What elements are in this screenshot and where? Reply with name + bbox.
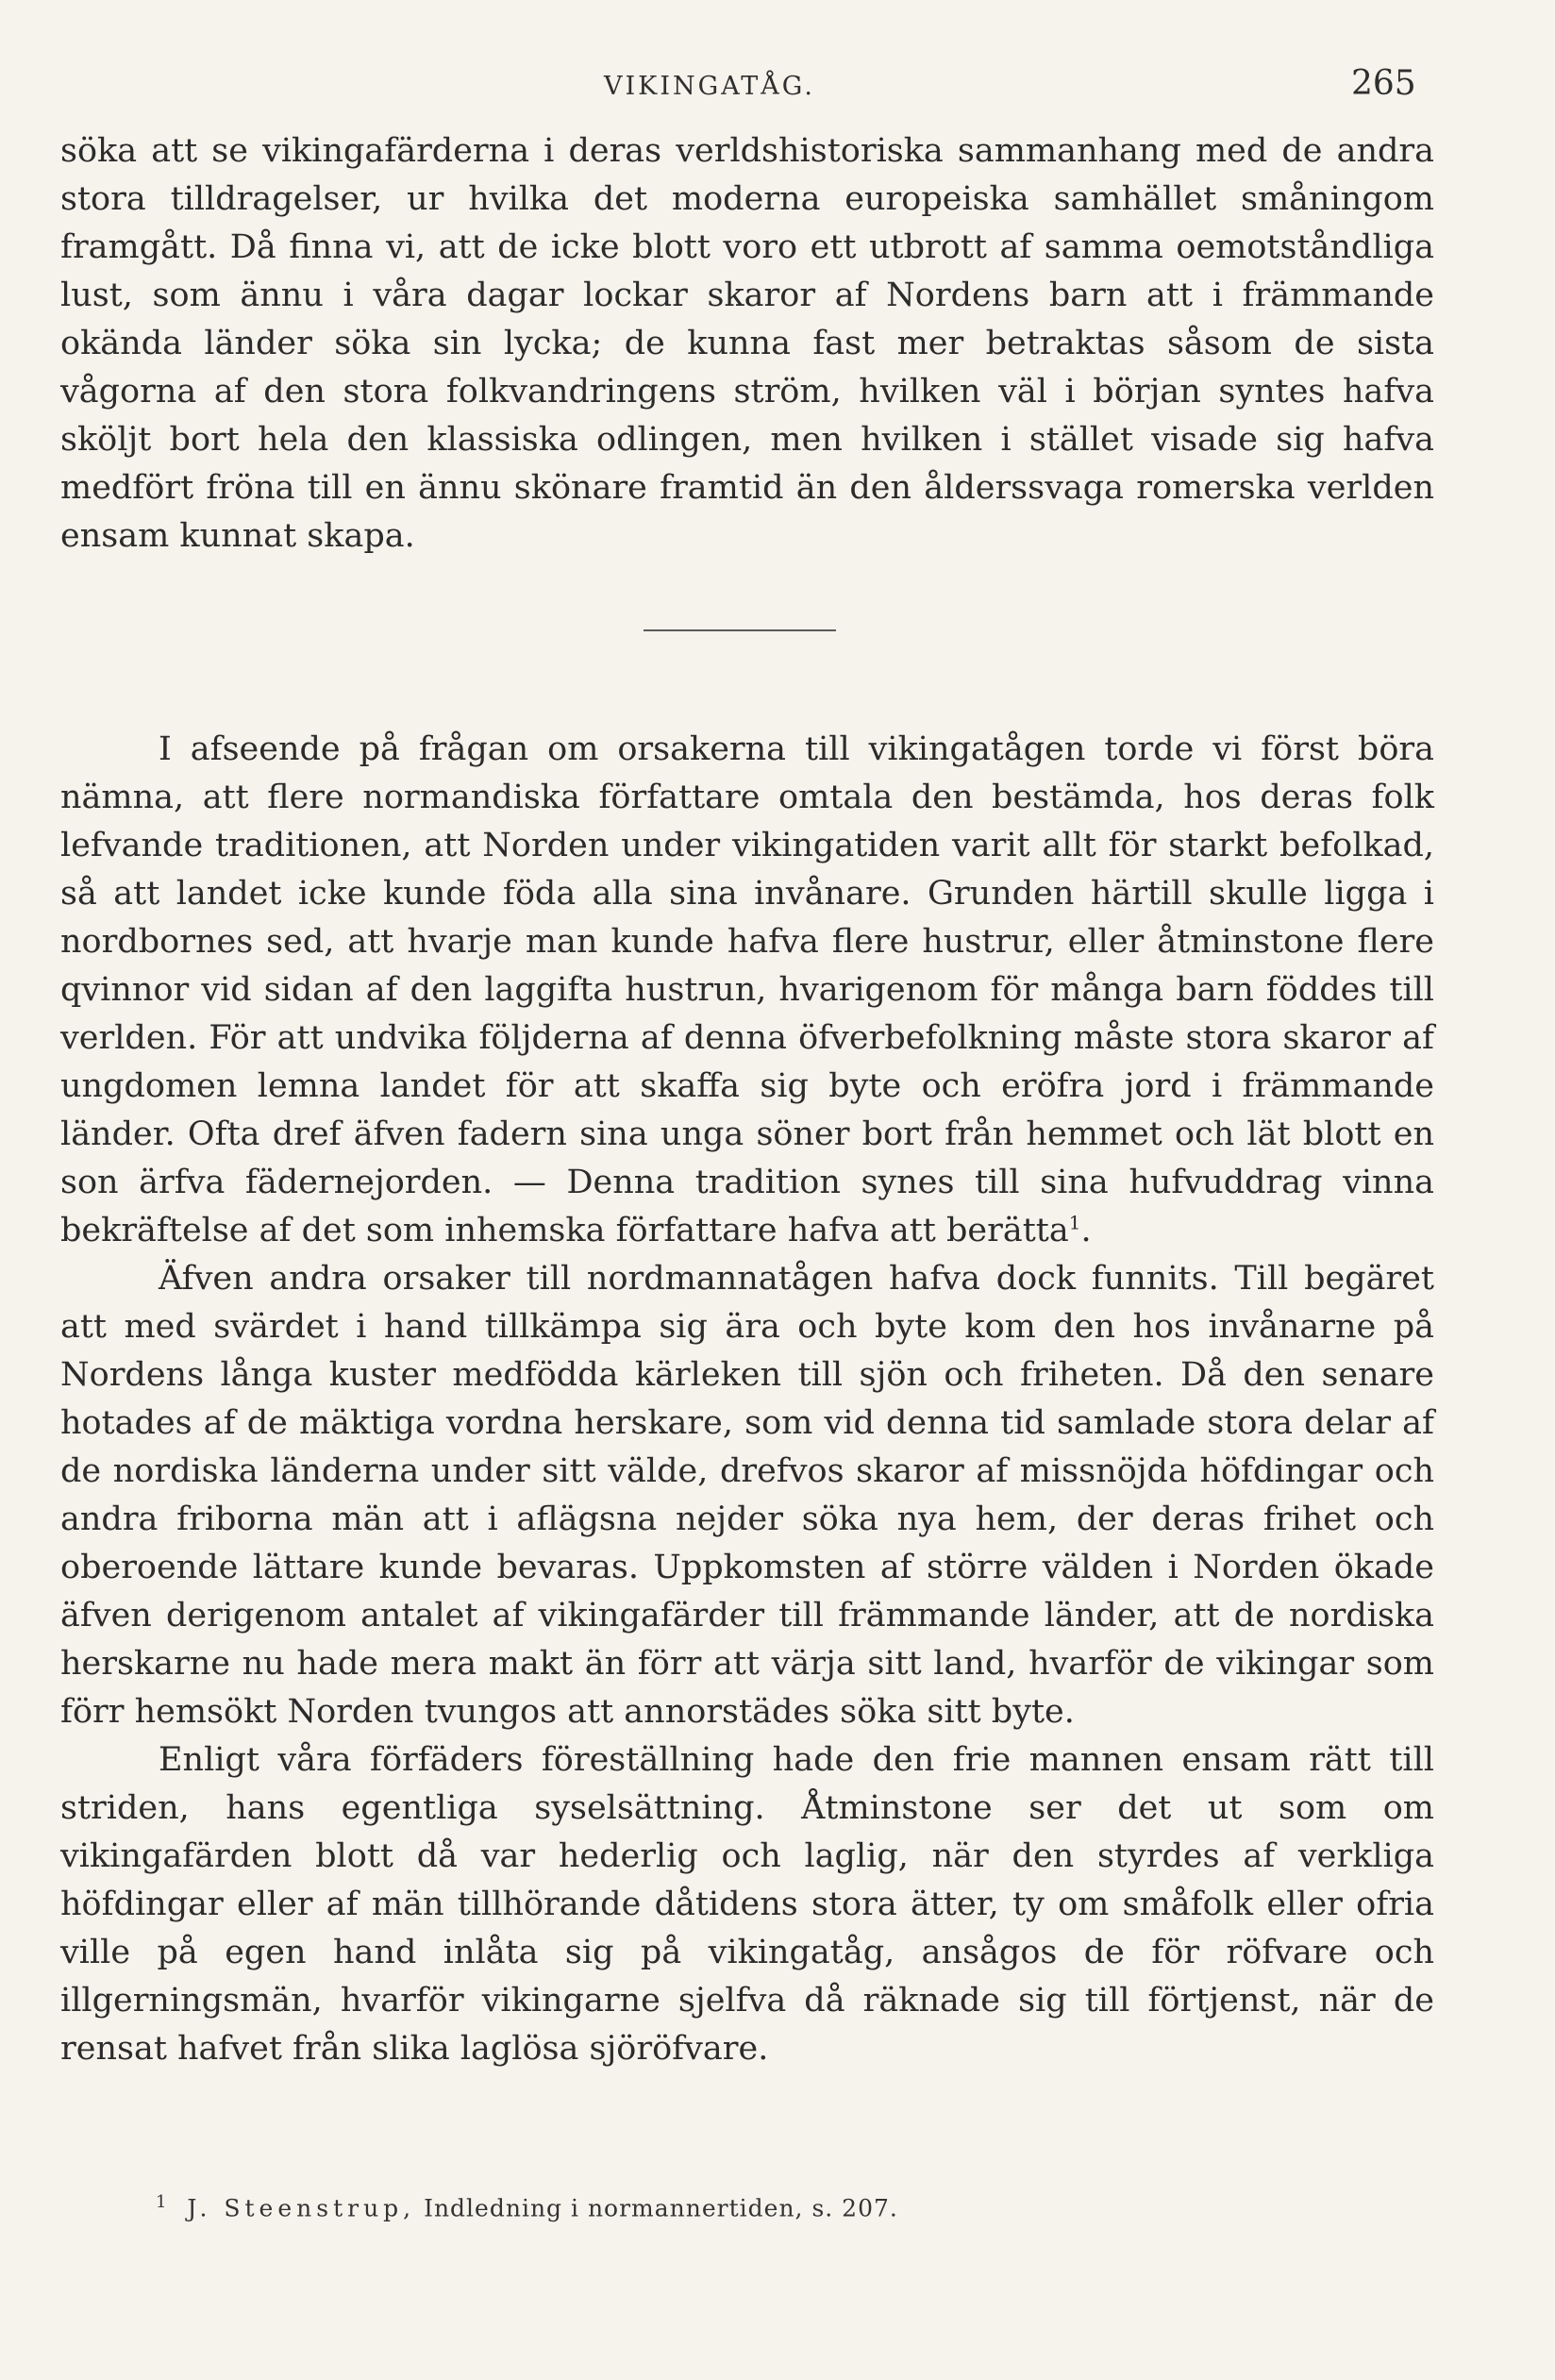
footnote-work: Indledning i normannertiden, s. 207. xyxy=(424,2194,898,2222)
footnote xyxy=(156,2192,898,2221)
text-block-continuation xyxy=(60,127,1434,561)
footnote-author: J. Steenstrup, xyxy=(187,2194,416,2222)
paragraph-free-men: Enligt våra förfäders föreställning hade den frie mannen ensam rätt till striden, hans egentliga syselsättning. Åtminstone ser det ut som om vikingafärden blott då var hederlig och laglig, när den styrdes af verkliga höfdingar eller af män tillhörande dåtidens stora ätter, ty om småfolk eller ofria ville på egen hand inlåta sig på vikingatåg, ansågos de för röfvare och illgerningsmän, hvarför vikingarne sjelfva då räknade sig till förtjenst, när de rensat hafvet från slika laglösa sjöröfvare. xyxy=(60,1741,1434,2068)
paragraph-causes: I afseende på frågan om orsakerna till vikingatågen torde vi först böra nämna, att flere normandiska författare omtala den bestämda, hos deras folk lefvande traditionen, att Norden under vikingatiden varit allt för starkt befolkad, så att landet icke kunde föda alla sina invånare. Grunden härtill skulle ligga i nordbornes sed, att hvarje man kunde hafva flere hustrur, eller åtminstone flere qvinnor vid sidan af den laggifta hustrun, hvarigenom för många barn föddes till verlden. För att undvika följderna af denna öfverbefolkning måste stora skaror af ungdomen lemna landet för att skaffa sig byte och eröfra jord i främmande länder. Ofta dref äfven fadern sina unga söner bort från hemmet och lät blott en son ärfva fädernejorden. — Denna tradition synes till sina hufvuddrag vinna bekräftelse af det som inhemska författare hafva att berätta$^1$. xyxy=(60,730,1434,1249)
text-block-main xyxy=(60,726,1434,2073)
footnote-reference[interactable]: 1 xyxy=(1068,1211,1081,1234)
section-divider xyxy=(644,629,836,631)
paragraph-continuation: söka att se vikingafärderna i deras verldshistoriska sammanhang med de andra stora tilldragelser, ur hvilka det moderna europeiska samhället småningom framgått. Då finna vi, att de icke blott voro ett utbrott af samma oemotståndliga lust, som ännu i våra dagar lockar skaror af Nordens barn att i främmande okända länder söka sin lycka; de kunna fast mer betraktas såsom de sista vågorna af den stora folkvandringens ström, hvilken väl i början syntes hafva sköljt bort hela den klassiska odlingen, men hvilken i stället visade sig hafva medfört fröna till en ännu skönare framtid än den ålderssvaga romerska verlden ensam kunnat skapa. xyxy=(60,132,1434,555)
page-number: 265 xyxy=(1351,64,1416,103)
footnote-mark: 1 xyxy=(156,2192,168,2212)
paragraph-causes-text: I afseende på frågan om orsakerna till vikingatågen torde vi först böra nämna, att flere normandiska författare omtala den bestämda, hos deras folk lefvande traditionen, att Norden under vikingatiden varit allt för starkt befolkad, så att landet icke kunde föda alla sina invånare. Grunden härtill skulle ligga i nordbornes sed, att hvarje man kunde hafva flere hustrur, eller åtminstone flere qvinnor vid sidan af den laggifta hustrun, hvarigenom för många barn föddes till verlden. För att undvika följderna af denna öfverbefolkning måste stora skaror af ungdomen lemna landet för att skaffa sig byte och eröfra jord i främmande länder. Ofta dref äfven fadern sina unga söner bort från hemmet och lät blott en son ärfva fädernejorden. — Denna tradition synes till sina hufvuddrag vinna bekräftelse af det som inhemska författare hafva att berätta xyxy=(60,730,1434,1249)
running-title: VIKINGATÅG. xyxy=(604,72,815,101)
paragraph-other-causes: Äfven andra orsaker till nordmannatågen hafva dock funnits. Till begäret att med svärdet i hand tillkämpa sig ära och byte kom den hos invånarne på Nordens långa kuster medfödda kärleken till sjön och friheten. Då den senare hotades af de mäktiga vordna herskare, som vid denna tid samlade stora delar af de nordiska länderna under sitt välde, drefvos skaror af missnöjda höfdingar och andra friborna män att i aflägsna nejder söka nya hem, der deras frihet och oberoende lättare kunde bevaras. Uppkomsten af större välden i Norden ökade äfven derigenom antalet af vikingafärder till främmande länder, att de nordiska herskarne nu hade mera makt än förr att värja sitt land, hvarför de vikingar som förr hemsökt Norden tvungos att annorstädes söka sitt byte. xyxy=(60,1260,1434,1731)
